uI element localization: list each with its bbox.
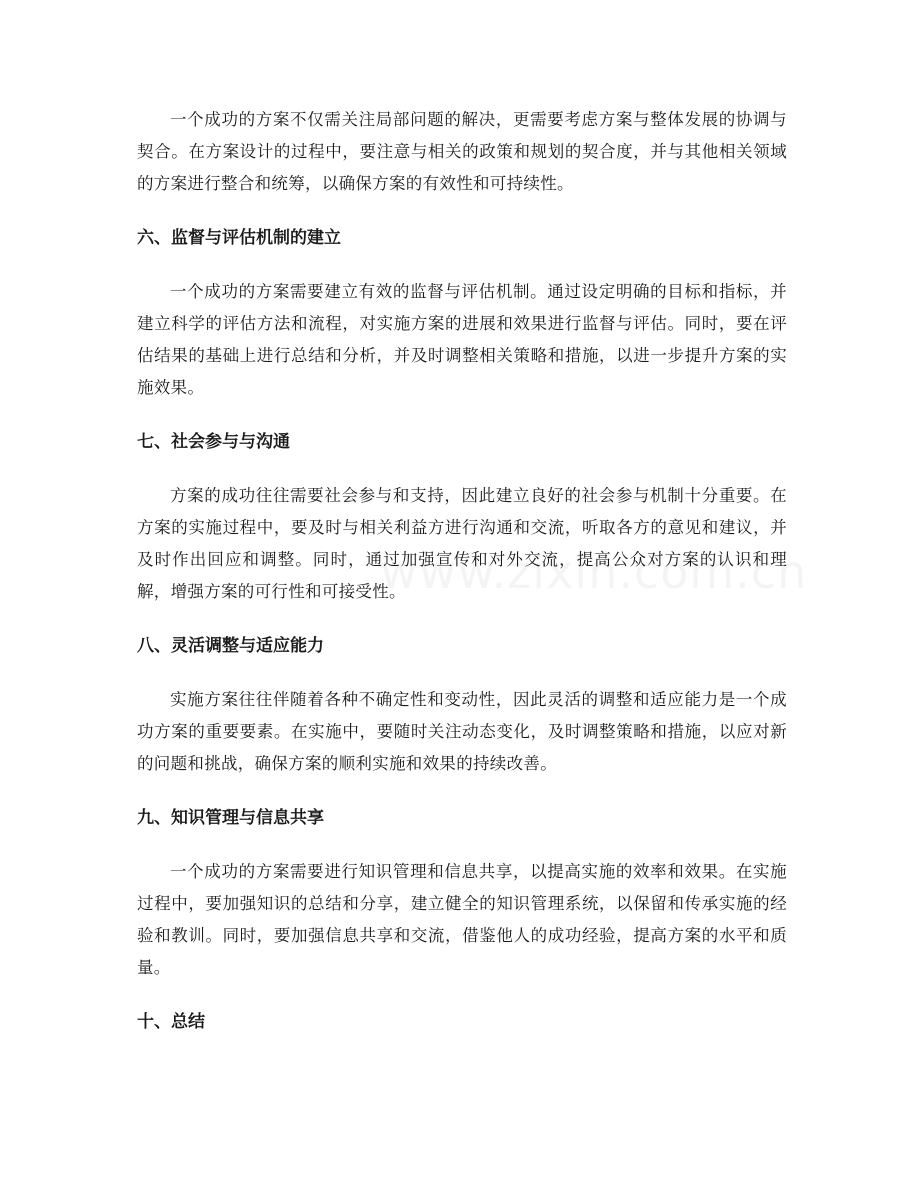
paragraph-coordination: 一个成功的方案不仅需关注局部问题的解决，更需要考虑方案与整体发展的协调与契合。在方案设计的过程中，要注意与相关的政策和规划的契合度，并与其他相关领域的方案进行整合和统筹，以确保方案的有效性和可持续性。: [137, 110, 787, 193]
paragraph-knowledge: 一个成功的方案需要进行知识管理和信息共享，以提高实施的效率和效果。在实施过程中，要加强知识的总结和分享，建立健全的知识管理系统，以保留和传承实施的经验和教训。同时，要加强信息共享和交流，借鉴他人的成功经验，提高方案的水平和质量。: [137, 862, 787, 977]
paragraph-flexibility: 实施方案往往伴随着各种不确定性和变动性，因此灵活的调整和适应能力是一个成功方案的重要要素。在实施中，要随时关注动态变化，及时调整策略和措施，以应对新的问题和挑战，确保方案的顺利实施和效果的持续改善。: [137, 690, 787, 773]
section-heading-10: 十、总结: [137, 1012, 205, 1032]
section-heading-8: 八、灵活调整与适应能力: [137, 636, 324, 656]
section-heading-6: 六、监督与评估机制的建立: [137, 228, 341, 248]
document-body: [137, 104, 787, 1038]
section-heading-7: 七、社会参与与沟通: [137, 432, 290, 452]
section-heading-9: 九、知识管理与信息共享: [137, 808, 324, 828]
paragraph-supervision: 一个成功的方案需要建立有效的监督与评估机制。通过设定明确的目标和指标，并建立科学的评估方法和流程，对实施方案的进展和效果进行监督与评估。同时，要在评估结果的基础上进行总结和分析，并及时调整相关策略和措施，以进一步提升方案的实施效果。: [137, 282, 787, 397]
paragraph-social-participation: 方案的成功往往需要社会参与和支持，因此建立良好的社会参与机制十分重要。在方案的实施过程中，要及时与相关利益方进行沟通和交流，听取各方的意见和建议，并及时作出回应和调整。同时，通过加强宣传和对外交流，提高公众对方案的认识和理解，增强方案的可行性和可接受性。: [137, 486, 787, 601]
